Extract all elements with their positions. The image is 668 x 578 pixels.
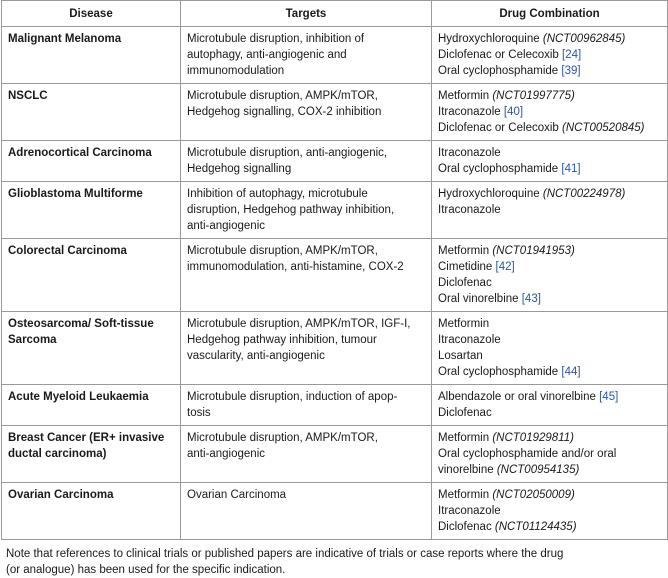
drug-line	[438, 88, 662, 104]
targets-text: Hedgehog signalling	[187, 163, 292, 175]
drug-name: Oral cyclophosphamide	[438, 163, 562, 175]
trial-id: NCT00962845	[546, 33, 622, 45]
disease-cell	[2, 312, 181, 385]
drug-name: Oral cyclophosphamide	[438, 366, 562, 378]
trial-id: NCT01929811	[496, 432, 571, 444]
drug-name: Diclofenac or Celecoxib	[438, 122, 563, 134]
targets-text: vascularity, anti-angiogenic	[187, 350, 325, 362]
trial-paren-open: (	[492, 245, 497, 257]
disease-cell	[2, 385, 181, 426]
drug-line	[438, 120, 662, 136]
drug-line	[438, 487, 662, 503]
drug-combination-cell	[432, 239, 668, 312]
drug-name: Oral cyclophosphamide and/or oral	[438, 448, 617, 460]
drug-name: Metformin	[438, 318, 490, 330]
note-line: Note that references to clinical trials or published papers are indicative of trials or case reports where the drug	[6, 548, 564, 560]
drug-combination-cell	[432, 84, 668, 141]
drug-name: Itraconazole	[438, 204, 501, 216]
targets-cell	[181, 385, 432, 426]
header-row	[2, 1, 668, 27]
drug-line	[438, 332, 662, 348]
trial-paren-close: )	[640, 122, 645, 134]
drug-name: Albendazole or oral vinorelbine	[438, 391, 600, 403]
trial-paren-close: )	[621, 188, 626, 200]
drug-name: Diclofenac	[438, 521, 495, 533]
drug-combination-cell	[432, 426, 668, 483]
targets-text: Inhibition of autophagy, microtubule	[187, 188, 368, 200]
disease-cell	[2, 182, 181, 239]
disease-cell	[2, 84, 181, 141]
drug-name: vinorelbine	[438, 464, 497, 476]
drug-line	[438, 186, 662, 202]
drug-line	[438, 348, 662, 364]
header-targets: Targets	[181, 1, 432, 27]
drug-line	[438, 275, 662, 291]
targets-text: tosis	[187, 407, 211, 419]
trial-paren-close: )	[570, 489, 575, 501]
targets-cell	[181, 239, 432, 312]
drug-name: Hydroxychloroquine	[438, 188, 543, 200]
drug-line	[438, 145, 662, 161]
header-disease: Disease	[2, 1, 181, 27]
table-row	[2, 141, 668, 182]
drug-combination-cell	[432, 141, 668, 182]
drug-line	[438, 243, 662, 259]
drug-name: Itraconazole	[438, 505, 501, 517]
drug-name: Hydroxychloroquine	[438, 33, 543, 45]
disease-cell	[2, 426, 181, 483]
targets-text: Microtubule disruption, anti-angiogenic,	[187, 147, 388, 159]
drug-name: Diclofenac	[438, 277, 492, 289]
drug-line	[438, 519, 662, 535]
targets-text: Hedgehog signalling, COX-2 inhibition	[187, 106, 382, 118]
drug-name: Itraconazole	[438, 334, 501, 346]
drug-name: Diclofenac	[438, 407, 492, 419]
trial-id: NCT01997775	[496, 90, 571, 102]
trial-id: NCT01124435	[498, 521, 573, 533]
drug-combination-cell	[432, 182, 668, 239]
table-row	[2, 426, 668, 483]
drug-line	[438, 63, 662, 79]
reference-link[interactable]: [45]	[599, 391, 619, 403]
drug-line	[438, 405, 662, 421]
trial-paren-open: (	[492, 90, 497, 102]
reference-link[interactable]: [40]	[503, 106, 524, 118]
trial-id: NCT00954135	[500, 464, 576, 476]
disease-cell	[2, 239, 181, 312]
trial-id: NCT02050009	[496, 489, 571, 501]
drug-line	[438, 47, 662, 63]
drug-name: Oral cyclophosphamide	[438, 65, 562, 77]
targets-cell	[181, 182, 432, 239]
table-row	[2, 483, 668, 540]
targets-text: immunomodulation, anti-histamine, COX-2	[187, 261, 404, 273]
trial-paren-open: (	[492, 432, 497, 444]
targets-cell	[181, 312, 432, 385]
reference-link[interactable]: [24]	[562, 49, 582, 61]
trial-paren-close: )	[575, 464, 580, 476]
drug-line	[438, 31, 662, 47]
disease-text: Colorectal Carcinoma	[8, 245, 127, 257]
trial-paren-open: (	[494, 521, 499, 533]
disease-text: Acute Myeloid Leukaemia	[8, 391, 149, 403]
trial-id: NCT01941953	[496, 245, 571, 257]
targets-text: Ovarian Carcinoma	[187, 489, 287, 501]
targets-text: Microtubule disruption, induction of apop-	[187, 391, 398, 403]
trial-paren-open: (	[496, 464, 501, 476]
drug-line	[438, 259, 662, 275]
drug-name: Cimetidine	[438, 261, 496, 273]
targets-text: anti-angiogenic	[187, 448, 266, 460]
targets-cell	[181, 84, 432, 141]
disease-text: NSCLC	[8, 90, 48, 102]
drug-name: Losartan	[438, 350, 483, 362]
targets-cell	[181, 483, 432, 540]
header-drug-combination: Drug Combination	[432, 1, 668, 27]
drug-line	[438, 503, 662, 519]
table-row	[2, 84, 668, 141]
disease-text: Osteosarcoma/ Soft-tissue	[8, 318, 154, 330]
drug-line	[438, 104, 662, 120]
table-row	[2, 239, 668, 312]
drug-line	[438, 462, 662, 478]
targets-cell	[181, 141, 432, 182]
reference-link[interactable]: [43]	[521, 293, 541, 305]
drug-name: Itraconazole	[438, 147, 501, 159]
targets-cell	[181, 27, 432, 84]
trial-paren-close: )	[572, 521, 577, 533]
targets-text: anti-angiogenic	[187, 220, 266, 232]
table-row	[2, 182, 668, 239]
targets-text: Microtubule disruption, inhibition of	[187, 33, 365, 45]
disease-text: Ovarian Carcinoma	[8, 489, 114, 501]
drug-line	[438, 364, 662, 380]
targets-text: Microtubule disruption, AMPK/mTOR,	[187, 245, 378, 257]
drug-name: Itraconazole	[438, 106, 504, 118]
drug-combination-cell	[432, 483, 668, 540]
targets-text: Microtubule disruption, AMPK/mTOR,	[187, 90, 378, 102]
drug-line	[438, 291, 662, 307]
targets-text: Hedgehog pathway inhibition, tumour	[187, 334, 377, 346]
disease-text: Sarcoma	[8, 334, 57, 346]
targets-text: autophagy, anti-angiogenic and	[187, 49, 347, 61]
trial-id: NCT00224978	[546, 188, 622, 200]
table-body	[2, 27, 668, 540]
drug-combination-cell	[432, 385, 668, 426]
trial-paren-close: )	[570, 90, 575, 102]
disease-text: Glioblastoma Multiforme	[8, 188, 143, 200]
drug-line	[438, 161, 662, 177]
note-line: (or analogue) has been used for the specific indication.	[6, 564, 286, 576]
targets-text: Microtubule disruption, AMPK/mTOR, IGF-I,	[187, 318, 411, 330]
trial-paren-open: (	[492, 489, 497, 501]
trial-paren-open: (	[562, 122, 566, 134]
trial-paren-close: )	[570, 245, 575, 257]
table-note	[0, 540, 668, 578]
trial-paren-open: (	[542, 33, 547, 45]
drug-combination-cell	[432, 312, 668, 385]
table-row	[2, 27, 668, 84]
drug-name: Metformin	[438, 489, 493, 501]
trial-paren-close: )	[570, 432, 574, 444]
drug-name: Metformin	[438, 245, 493, 257]
drug-line	[438, 202, 662, 218]
drug-name: Metformin	[438, 90, 493, 102]
targets-text: disruption, Hedgehog pathway inhibition,	[187, 204, 395, 216]
drug-name: Diclofenac or Celecoxib	[438, 49, 563, 61]
disease-cell	[2, 27, 181, 84]
targets-text: Microtubule disruption, AMPK/mTOR,	[187, 432, 378, 444]
trial-paren-open: (	[542, 188, 547, 200]
drug-combination-table	[1, 0, 668, 540]
drug-line	[438, 446, 662, 462]
drug-line	[438, 430, 662, 446]
targets-text: immunomodulation	[187, 65, 285, 77]
drug-name: Metformin	[438, 432, 493, 444]
drug-line	[438, 316, 662, 332]
disease-cell	[2, 141, 181, 182]
reference-link[interactable]: [42]	[495, 261, 515, 273]
table-row	[2, 385, 668, 426]
reference-link[interactable]: [39]	[561, 65, 581, 77]
drug-name: Oral vinorelbine	[438, 293, 522, 305]
drug-line	[438, 389, 662, 405]
drug-combination-cell	[432, 27, 668, 84]
disease-text: ductal carcinoma)	[8, 448, 107, 460]
trial-paren-close: )	[621, 33, 626, 45]
trial-id: NCT00520845	[565, 122, 641, 134]
disease-text: Adrenocortical Carcinoma	[8, 147, 152, 159]
disease-cell	[2, 483, 181, 540]
disease-text: Breast Cancer (ER+ invasive	[8, 432, 165, 444]
disease-text: Malignant Melanoma	[8, 33, 122, 45]
reference-link[interactable]: [44]	[561, 366, 581, 378]
targets-cell	[181, 426, 432, 483]
reference-link[interactable]: [41]	[561, 163, 581, 175]
table-row	[2, 312, 668, 385]
